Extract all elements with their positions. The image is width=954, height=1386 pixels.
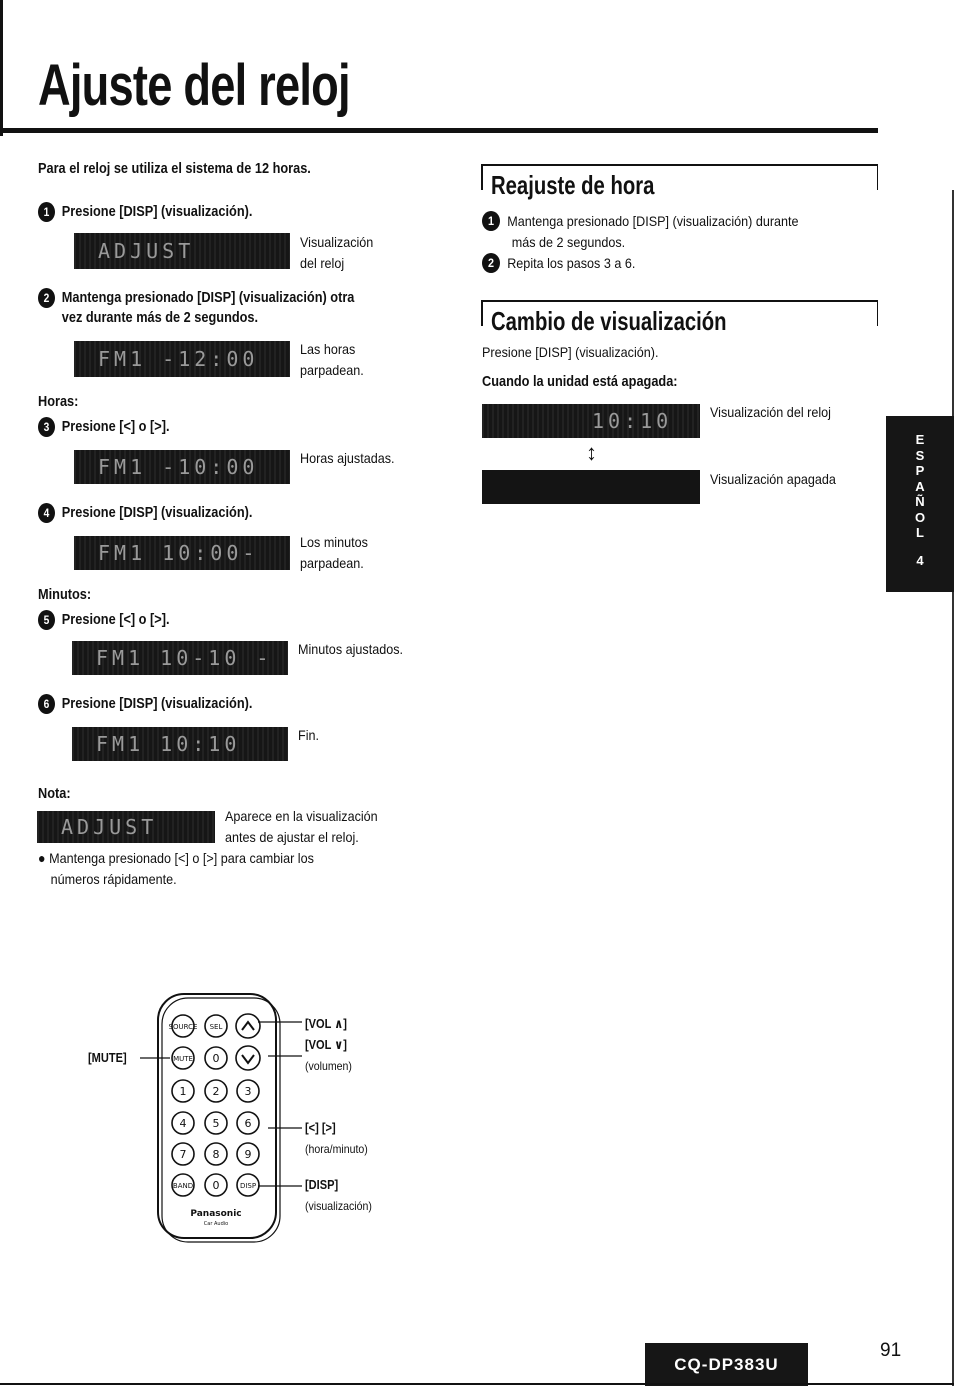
svg-text:5: 5 — [212, 1117, 220, 1130]
lcd-display-off — [482, 470, 700, 504]
remote-button-label: SEL — [209, 1023, 223, 1031]
lcd-display: FM1 10:00- — [74, 536, 290, 570]
step-number: 6 — [38, 694, 55, 714]
note-bullet: ● Mantenga presionado [<] o [>] para cambiar los números rápidamente. — [38, 850, 314, 887]
lr-label: [<] [>] — [305, 1120, 336, 1135]
reajuste-step-1: 1 Mantenga presionado [DISP] (visualización) durante más de 2 segundos. — [482, 211, 799, 253]
mute-label: [MUTE] — [88, 1050, 127, 1065]
page-title: Ajuste del reloj — [38, 53, 350, 118]
cambio-subhead: Cuando la unidad está apagada: — [482, 373, 678, 390]
step-text: Presione [DISP] (visualización). — [61, 695, 253, 712]
bottom-rule — [0, 1383, 954, 1385]
reajuste-step-2: 2 Repita los pasos 3 a 6. — [482, 253, 635, 274]
page-number: 91 — [880, 1340, 902, 1361]
remote-brand: Panasonic — [190, 1209, 242, 1219]
language-side-tab: E S P A Ñ O L 4 — [886, 416, 954, 592]
step-caption: Minutos ajustados. — [298, 641, 404, 657]
vol-sublabel: (volumen) — [305, 1059, 352, 1073]
disp-label: [DISP] — [305, 1177, 339, 1192]
model-number-badge: CQ-DP383U — [645, 1343, 808, 1386]
vol-up-label: [VOL ∧] — [305, 1016, 347, 1031]
caption-clock: Visualización del reloj — [710, 404, 831, 420]
step-text: Presione [DISP] (visualización). — [61, 504, 253, 521]
svg-text:3: 3 — [244, 1085, 252, 1098]
remote-brand-sub: Car Audio — [203, 1221, 229, 1227]
svg-text:9: 9 — [244, 1148, 252, 1161]
cambio-paragraph: Presione [DISP] (visualización). — [482, 344, 659, 360]
step-2 — [38, 288, 354, 328]
step-caption: Horas ajustadas. — [300, 450, 395, 466]
lcd-display: FM1 10-10 - — [72, 641, 288, 675]
step-3 — [38, 417, 169, 437]
step-number: 1 — [38, 202, 55, 222]
step-caption: Las horas parpadean. — [300, 341, 364, 378]
lcd-display: ADJUST — [37, 811, 215, 843]
disp-sublabel: (visualización) — [305, 1199, 372, 1213]
minutes-label: Minutos: — [38, 586, 92, 603]
step-text: Presione [DISP] (visualización). — [61, 203, 253, 220]
svg-text:0: 0 — [212, 1052, 220, 1065]
lcd-display: FM1 -12:00 — [74, 341, 290, 377]
step-4 — [38, 503, 252, 523]
svg-text:DISP: DISP — [239, 1182, 257, 1190]
step-number: 3 — [38, 417, 55, 437]
remote-callout-lines — [140, 1010, 310, 1200]
section-title-reajuste: Reajuste de hora — [491, 170, 655, 200]
lcd-display: ADJUST — [74, 233, 290, 269]
svg-text:BAND: BAND — [172, 1182, 194, 1190]
step-number: 2 — [482, 253, 500, 273]
svg-text:1: 1 — [179, 1085, 187, 1098]
note-label: Nota: — [38, 785, 71, 802]
step-text: Mantenga presionado [DISP] (visualización) otra — [61, 289, 355, 306]
svg-text:7: 7 — [179, 1148, 187, 1161]
step-5 — [38, 610, 169, 630]
step-number: 5 — [38, 610, 55, 630]
step-text-line2: vez durante más de 2 segundos. — [61, 309, 259, 326]
vol-down-label: [VOL ∨] — [305, 1037, 347, 1052]
step-6 — [38, 694, 252, 714]
lcd-display-clock: 10:10 — [482, 404, 700, 438]
step-text: Presione [<] o [>]. — [61, 611, 170, 628]
svg-text:2: 2 — [212, 1085, 220, 1098]
lcd-display: FM1 -10:00 — [74, 450, 290, 484]
lr-sublabel: (hora/minuto) — [305, 1142, 368, 1156]
title-rule — [0, 128, 878, 133]
lcd-display: FM1 10:10 — [72, 727, 288, 761]
step-text: Presione [<] o [>]. — [61, 418, 170, 435]
step-caption: Los minutos parpadean. — [300, 534, 368, 571]
section-title-cambio: Cambio de visualización — [491, 306, 727, 336]
note-caption: Aparece en la visualización antes de ajustar el reloj. — [225, 808, 378, 845]
step-number: 2 — [38, 288, 55, 308]
svg-text:6: 6 — [244, 1117, 252, 1130]
left-border — [0, 0, 3, 136]
step-number: 4 — [38, 503, 55, 523]
bullet-dot-icon: ● — [38, 850, 46, 866]
remote-button-label: SOURCE — [168, 1023, 198, 1031]
svg-text:8: 8 — [212, 1148, 220, 1161]
hours-label: Horas: — [38, 393, 79, 410]
step-number: 1 — [482, 211, 500, 231]
intro-text: Para el reloj se utiliza el sistema de 12 horas. — [38, 160, 311, 177]
up-down-arrow-icon: ↕ — [586, 440, 597, 465]
svg-text:0: 0 — [212, 1179, 220, 1192]
step-caption: Fin. — [298, 727, 320, 743]
step-1 — [38, 202, 252, 222]
svg-text:4: 4 — [179, 1117, 187, 1130]
caption-off: Visualización apagada — [710, 471, 836, 487]
step-caption: Visualización del reloj — [300, 234, 374, 271]
remote-button-label: MUTE — [173, 1055, 193, 1063]
